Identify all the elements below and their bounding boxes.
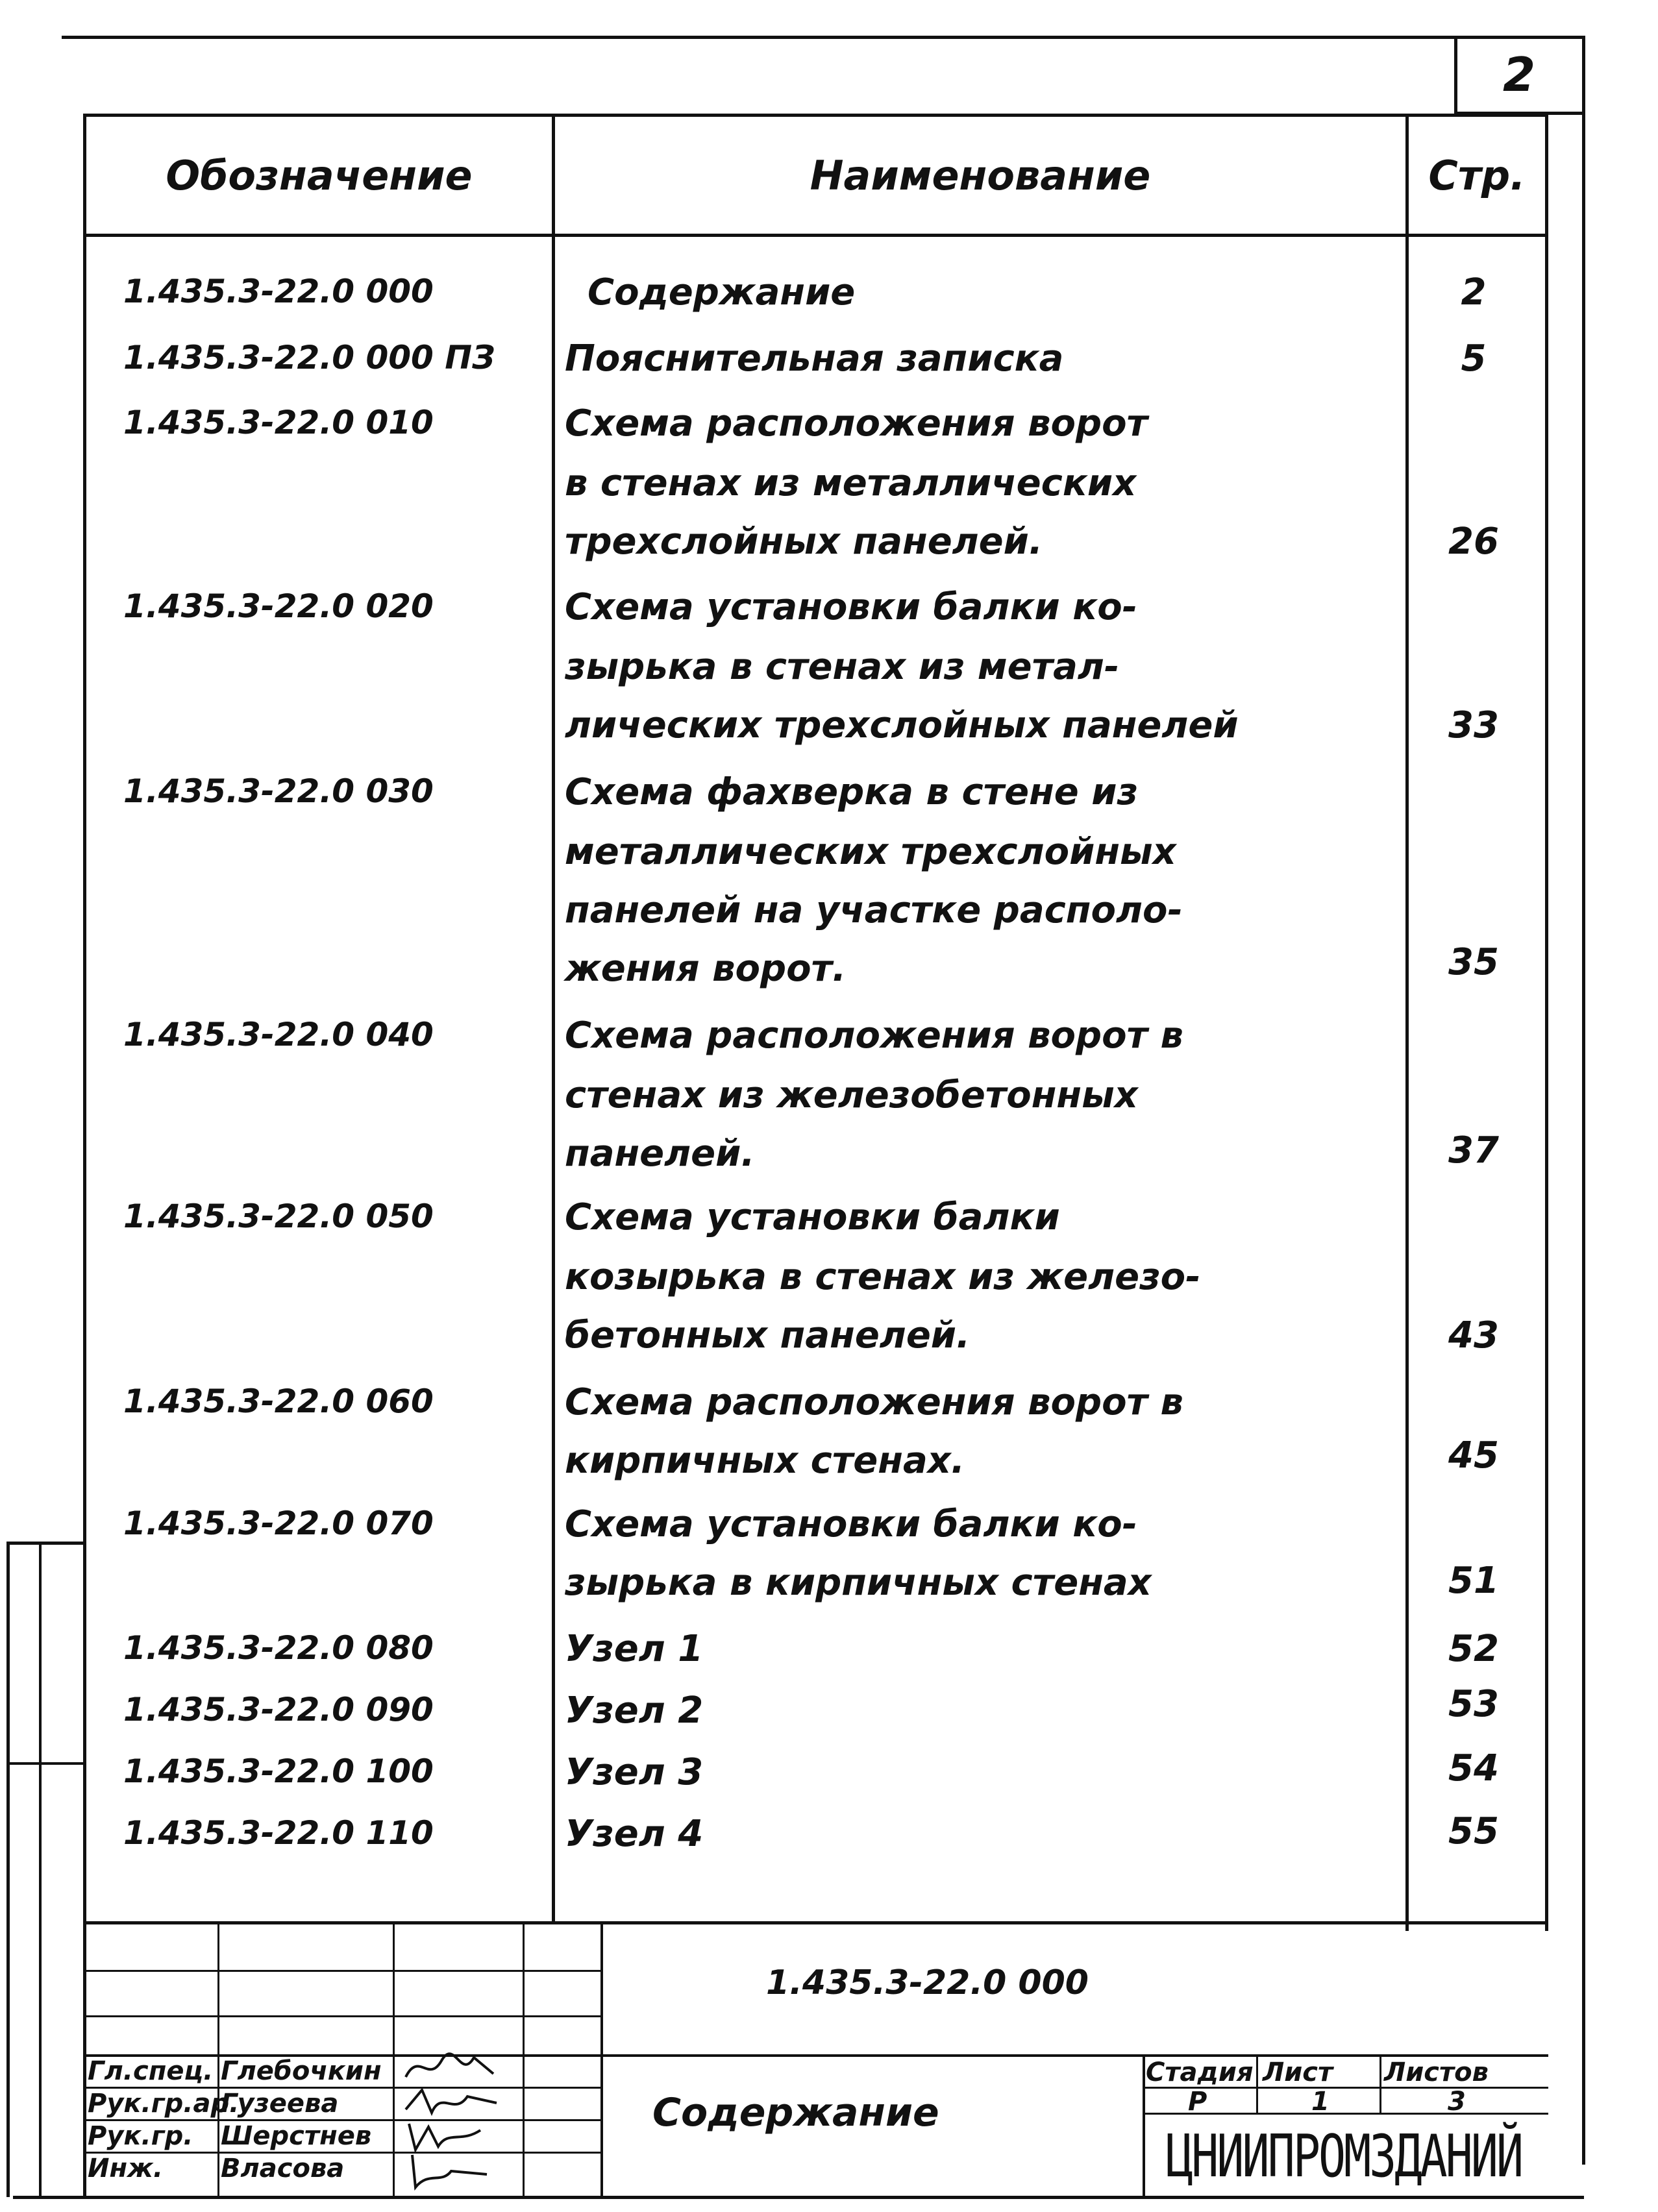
row-name-line: Узел 3 [565, 1751, 704, 1793]
binding-strip-edge [6, 1545, 10, 2197]
row-name-line: Узел 1 [565, 1628, 704, 1670]
title-block-document-title: Содержание [652, 2090, 939, 2135]
frame-top [62, 36, 1584, 39]
row-name-line: Схема установки балки [565, 1196, 1060, 1238]
sheets-label: Листов [1384, 2058, 1489, 2087]
header-bottom [83, 234, 1548, 237]
row-name-line: Схема расположения ворот [565, 402, 1148, 445]
tb-stage-left [1143, 2054, 1145, 2196]
row-name-line: зырька в стенах из метал- [565, 646, 1120, 688]
row-code: 1.435.3-22.0 080 [123, 1629, 434, 1667]
stage-label: Стадия [1146, 2058, 1254, 2087]
row-name-line: Пояснительная записка [565, 338, 1064, 380]
person-name: Глебочкин [221, 2056, 382, 2086]
row-page: 37 [1448, 1129, 1499, 1172]
row-name-line: бетонных панелей. [565, 1314, 971, 1357]
person-role: Рук.гр. [88, 2121, 193, 2151]
signature-image [402, 2083, 500, 2122]
row-code: 1.435.3-22.0 110 [123, 1814, 434, 1852]
tb-col-line [600, 1921, 603, 2196]
row-page: 35 [1448, 941, 1499, 983]
row-code: 1.435.3-22.0 000 [123, 273, 434, 310]
row-page: 55 [1448, 1810, 1499, 1852]
tb-stage-col [1256, 2054, 1258, 2114]
binding-strip-divider [6, 1762, 84, 1765]
row-name-line: жения ворот. [565, 948, 847, 990]
row-page: 51 [1448, 1560, 1499, 1602]
column-header-page: Стр. [1428, 151, 1526, 199]
signature-image [402, 2152, 500, 2191]
row-code: 1.435.3-22.0 100 [123, 1752, 434, 1790]
person-role: Гл.спец. [88, 2056, 214, 2086]
binding-strip-mid [39, 1542, 42, 2197]
row-code: 1.435.3-22.0 070 [123, 1505, 434, 1542]
sheet-corner-number: 2 [1502, 47, 1536, 102]
row-name-line: кирпичных стенах. [565, 1440, 965, 1482]
frame-right-outer [1582, 36, 1585, 2165]
person-name: Власова [221, 2154, 345, 2183]
row-name-line: Схема установки балки ко- [565, 1503, 1137, 1545]
row-name-line: в стенах из металлических [565, 462, 1137, 504]
row-name-line: Схема установки балки ко- [565, 586, 1137, 628]
row-name-line: зырька в кирпичных стенах [565, 1562, 1152, 1604]
title-block-document-code: 1.435.3-22.0 000 [766, 1963, 1089, 2002]
tb-col-line [523, 1921, 525, 2196]
row-name-line: козырька в стенах из железо- [565, 1256, 1201, 1298]
header-top [83, 114, 1548, 117]
person-role: Инж. [88, 2154, 164, 2183]
title-block-top [83, 1921, 1548, 1924]
row-code: 1.435.3-22.0 040 [123, 1016, 434, 1053]
col-divider-1 [552, 114, 555, 1924]
organization-stamp: ЦНИИПРОМЗДАНИЙ [1165, 2122, 1522, 2191]
row-code: 1.435.3-22.0 020 [123, 587, 434, 625]
column-header-name: Наименование [810, 151, 1151, 199]
row-code: 1.435.3-22.0 090 [123, 1691, 434, 1728]
row-code: 1.435.3-22.0 010 [123, 404, 434, 441]
person-name: Гузеева [221, 2089, 339, 2119]
signature-image [402, 2048, 500, 2087]
row-name-line: панелей на участке располо- [565, 889, 1183, 931]
tb-stage-col [1380, 2054, 1381, 2114]
row-code: 1.435.3-22.0 060 [123, 1382, 434, 1420]
row-page: 26 [1448, 521, 1499, 563]
row-page: 2 [1461, 271, 1487, 313]
sheets-value: 3 [1448, 2087, 1466, 2117]
row-name-line: металлических трехслойных [565, 831, 1176, 873]
row-name-line: Схема расположения ворот в [565, 1014, 1183, 1057]
binding-strip-top [6, 1542, 84, 1545]
sheet-value: 1 [1311, 2087, 1330, 2117]
row-name-line: Узел 4 [565, 1813, 704, 1855]
tb-row-line [83, 2015, 602, 2017]
row-name-line: лических трехслойных панелей [565, 704, 1239, 746]
row-page: 45 [1448, 1434, 1499, 1477]
row-name-line: Содержание [588, 271, 856, 313]
row-name-line: Схема фахверка в стене из [565, 771, 1139, 813]
row-name-line: стенах из железобетонных [565, 1074, 1138, 1116]
row-page: 53 [1448, 1683, 1499, 1725]
row-name-line: Схема расположения ворот в [565, 1381, 1183, 1423]
frame-left [83, 114, 86, 2196]
person-name: Шерстнев [221, 2121, 372, 2151]
row-page: 5 [1461, 338, 1487, 380]
person-role: Рук.гр.ар. [88, 2089, 240, 2119]
stage-value: Р [1188, 2087, 1207, 2117]
tb-col-line [393, 1921, 395, 2196]
row-page: 52 [1448, 1628, 1499, 1670]
tb-row-line [83, 1970, 602, 1972]
row-code: 1.435.3-22.0 050 [123, 1198, 434, 1235]
row-code: 1.435.3-22.0 030 [123, 772, 434, 810]
row-code: 1.435.3-22.0 000 ПЗ [123, 339, 495, 376]
frame-right [1545, 114, 1548, 1931]
row-name-line: трехслойных панелей. [565, 521, 1043, 563]
row-page: 54 [1448, 1747, 1499, 1789]
column-header-designation: Обозначение [166, 151, 473, 199]
row-name-line: панелей. [565, 1133, 755, 1175]
row-page: 43 [1448, 1314, 1499, 1357]
tb-col-line [217, 1921, 219, 2196]
col-divider-2 [1405, 114, 1409, 1931]
row-page: 33 [1448, 704, 1499, 746]
sheet-label: Лист [1263, 2058, 1333, 2087]
row-name-line: Узел 2 [565, 1690, 704, 1732]
signature-image [402, 2117, 500, 2156]
